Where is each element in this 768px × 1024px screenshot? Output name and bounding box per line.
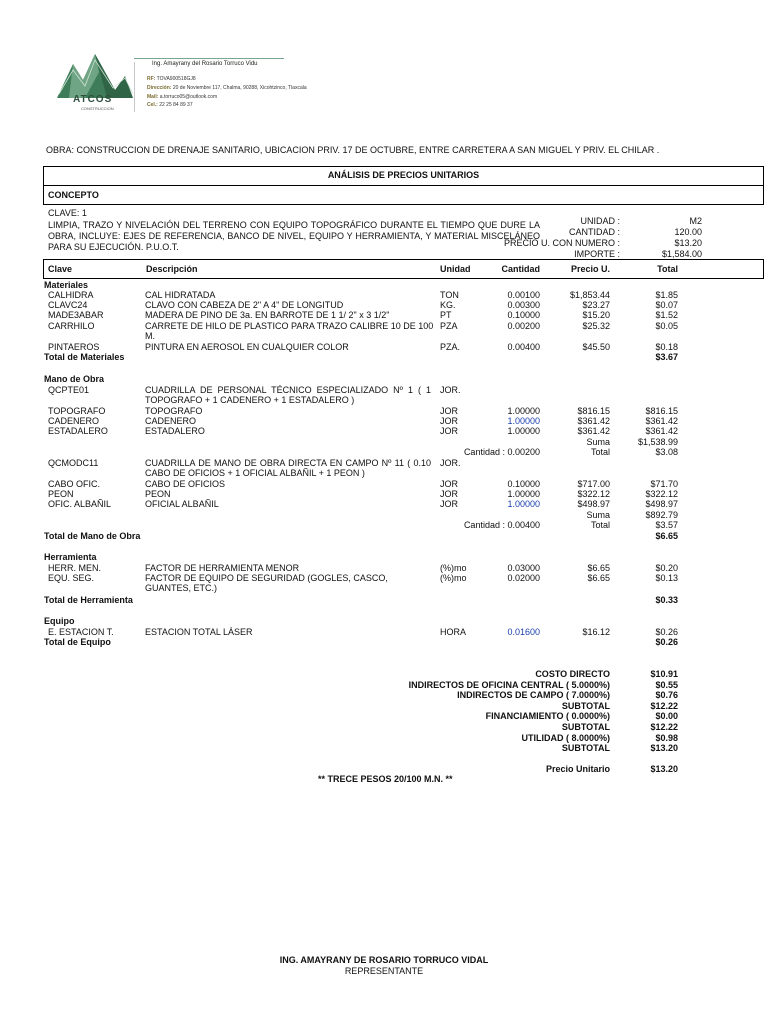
company-subtitle: CONSTRUCCION xyxy=(81,106,114,111)
cell-clave: CABO OFIC. xyxy=(48,479,101,489)
cell-total: $0.20 xyxy=(655,563,678,573)
cell-unidad: PZA. xyxy=(440,342,461,352)
total-herramienta-value: $0.33 xyxy=(655,595,678,605)
mano-c2-unidad: JOR. xyxy=(440,458,461,468)
clave-label: CLAVE: 1 xyxy=(48,208,87,218)
cell-desc: CADENERO xyxy=(145,416,197,426)
cost-label: SUBTOTAL xyxy=(561,743,610,754)
mano-c2-suma: $892.79 xyxy=(645,510,678,520)
cell-desc: PEON xyxy=(145,489,171,499)
cost-label: SUBTOTAL xyxy=(561,700,610,711)
col-total: Total xyxy=(657,264,678,274)
unidad-label: UNIDAD : xyxy=(580,216,620,226)
cell-clave: CLAVC24 xyxy=(48,300,88,310)
cell-unidad: JOR xyxy=(440,499,458,509)
cell-unidad: HORA xyxy=(440,627,467,637)
cell-cantidad: 1.00000 xyxy=(507,489,540,499)
cost-label: COSTO DIRECTO xyxy=(535,669,610,679)
cell-precio: $816.15 xyxy=(577,406,610,416)
importe-label: IMPORTE : xyxy=(574,249,620,259)
col-precio: Precio U. xyxy=(570,264,610,274)
cell-total: $1.85 xyxy=(655,290,678,300)
cell-clave: CALHIDRA xyxy=(48,290,94,300)
cell-cantidad: 0.00300 xyxy=(507,300,540,310)
cell-cantidad: 1.00000 xyxy=(507,499,540,509)
cell-unidad: JOR xyxy=(440,479,458,489)
cell-desc: CABO DE OFICIOS xyxy=(145,479,226,489)
header-line-address: Dirección: 20 de Noviembre 117, Chalma, 90288, Xicohtzinco, Tlaxcala xyxy=(147,85,307,91)
section-herramienta: Herramienta xyxy=(44,552,97,562)
precio-con-numero-value: $13.20 xyxy=(674,238,702,248)
cell-desc: ESTADALERO xyxy=(145,426,205,436)
cell-unidad: TON xyxy=(440,290,459,300)
header-vertical-divider xyxy=(134,62,135,112)
mano-c1-clave: QCPTE01 xyxy=(48,385,90,395)
cell-cantidad: 0.00400 xyxy=(507,342,540,352)
cell-desc: CLAVO CON CABEZA DE 2" A 4" DE LONGITUD xyxy=(145,300,344,310)
mano-c2-total: $3.57 xyxy=(655,520,678,530)
cell-total: $1.52 xyxy=(655,310,678,320)
importe-value: $1,584.00 xyxy=(661,249,702,259)
unidad-value: M2 xyxy=(689,216,702,226)
total-equipo-label: Total de Equipo xyxy=(44,637,111,647)
cell-precio: $361.42 xyxy=(577,426,610,436)
cell-total: $0.26 xyxy=(655,627,678,637)
cell-clave: MADE3ABAR xyxy=(48,310,104,320)
cell-unidad: KG. xyxy=(440,300,456,310)
cost-value: $0.55 xyxy=(655,679,678,690)
cost-label: INDIRECTOS DE CAMPO ( 7.0000%) xyxy=(457,690,610,701)
cell-desc: PINTURA EN AEROSOL EN CUALQUIER COLOR xyxy=(145,342,349,352)
concepto-box xyxy=(43,184,764,205)
cell-precio: $717.00 xyxy=(577,479,610,489)
cost-value: $13.20 xyxy=(650,743,678,754)
cell-precio: $498.97 xyxy=(577,499,610,509)
cell-cantidad: 0.10000 xyxy=(507,479,540,489)
cell-cantidad: 0.00200 xyxy=(507,321,540,331)
cell-clave: EQU. SEG. xyxy=(48,573,95,583)
cell-desc: FACTOR DE EQUIPO DE SEGURIDAD (GOGLES, CASCO, GUANTES, ETC.) xyxy=(145,573,388,593)
cell-unidad: JOR xyxy=(440,426,458,436)
cell-precio: $45.50 xyxy=(582,342,610,352)
cell-clave: ESTADALERO xyxy=(48,426,108,436)
cell-total: $0.05 xyxy=(655,321,678,331)
cell-cantidad: 1.00000 xyxy=(507,426,540,436)
engineer-name: Ing. Amayrany del Rosario Torruco Vidu xyxy=(152,61,258,67)
cell-total: $361.42 xyxy=(645,416,678,426)
precio-con-numero-label: PRECIO U. CON NUMERO : xyxy=(503,238,620,248)
cell-unidad: (%)mo xyxy=(440,573,467,583)
concepto-label: CONCEPTO xyxy=(48,190,99,200)
total-materiales-value: $3.67 xyxy=(655,352,678,362)
cell-total: $322.12 xyxy=(645,489,678,499)
total-mano-label: Total de Mano de Obra xyxy=(44,531,141,541)
col-unidad: Unidad xyxy=(440,264,471,274)
cell-precio: $25.32 xyxy=(582,321,610,331)
precio-unitario-label: Precio Unitario xyxy=(545,764,610,774)
cell-unidad: JOR xyxy=(440,416,458,426)
precio-unitario-value: $13.20 xyxy=(650,764,678,774)
amount-in-words: ** TRECE PESOS 20/100 M.N. ** xyxy=(318,774,453,784)
total-materiales-label: Total de Materiales xyxy=(44,352,125,362)
cell-cantidad: 0.02000 xyxy=(507,573,540,583)
header-line-mail: Mail: a.torruco05@outlook.com xyxy=(147,94,218,100)
cell-unidad: PT xyxy=(440,310,452,320)
signature-role: REPRESENTANTE xyxy=(344,966,424,976)
cell-precio: $23.27 xyxy=(582,300,610,310)
cell-desc: MADERA DE PINO DE 3a. EN BARROTE DE 1 1/ 2" x 3 1/2" xyxy=(145,310,390,320)
company-name: ATCOS xyxy=(73,94,113,105)
header-line-phone: Cel.: 22 25 84 89 37 xyxy=(147,102,193,108)
cost-label: INDIRECTOS DE OFICINA CENTRAL ( 5.0000%) xyxy=(408,679,610,690)
cost-label: UTILIDAD ( 8.0000%) xyxy=(521,732,610,743)
cell-cantidad: 0.00100 xyxy=(507,290,540,300)
concept-description: LIMPIA, TRAZO Y NIVELACIÓN DEL TERRENO CON EQUIPO TOPOGRÁFICO DURANTE EL TIEMPO QUE DURE LA OBRA, INCLUYE: EJES DE REFERENCIA, BANCO DE NIVEL, EQUIPO Y HERRAMIENTA, Y MATERIAL MISCELÁNEO PARA SU EJECUCIÓN. P.U.O.T. xyxy=(48,220,540,252)
cell-cantidad: 0.10000 xyxy=(507,310,540,320)
mano-c1-suma-label: Suma xyxy=(586,437,610,447)
cell-total: $361.42 xyxy=(645,426,678,436)
cell-unidad: (%)mo xyxy=(440,563,467,573)
total-equipo-value: $0.26 xyxy=(655,637,678,647)
cell-clave: HERR. MEN. xyxy=(48,563,102,573)
mano-c1-unidad: JOR. xyxy=(440,385,461,395)
cost-value: $0.00 xyxy=(655,711,678,722)
total-herramienta-label: Total de Herramienta xyxy=(44,595,133,605)
col-cantidad: Cantidad xyxy=(501,264,540,274)
cell-cantidad: 0.03000 xyxy=(507,563,540,573)
cell-precio: $361.42 xyxy=(577,416,610,426)
cost-value: $12.22 xyxy=(650,722,678,732)
cell-unidad: JOR xyxy=(440,406,458,416)
cell-desc: CARRETE DE HILO DE PLASTICO PARA TRAZO CALIBRE 10 DE 100 M. xyxy=(145,321,434,341)
cell-precio: $15.20 xyxy=(582,310,610,320)
mano-c2-total-label: Total xyxy=(590,520,610,530)
cell-desc: FACTOR DE HERRAMIENTA MENOR xyxy=(145,563,300,573)
cost-label: SUBTOTAL xyxy=(561,722,610,732)
cost-value: $0.98 xyxy=(655,732,678,743)
cell-clave: E. ESTACION T. xyxy=(48,627,114,637)
cost-label: FINANCIAMIENTO ( 0.0000%) xyxy=(485,711,610,722)
cell-precio: $6.65 xyxy=(587,573,610,583)
cell-clave: PEON xyxy=(48,489,74,499)
cell-total: $71.70 xyxy=(650,479,678,489)
cell-desc: OFICIAL ALBAÑIL xyxy=(145,499,219,509)
cost-value: $12.22 xyxy=(650,700,678,711)
cell-clave: TOPOGRAFO xyxy=(48,406,106,416)
total-mano-value: $6.65 xyxy=(655,531,678,541)
page-title: ANÁLISIS DE PRECIOS UNITARIOS xyxy=(327,170,480,180)
header-divider xyxy=(134,58,284,59)
mano-c1-cantidad: Cantidad : 0.00200 xyxy=(463,447,540,457)
mano-c1-suma: $1,538.99 xyxy=(637,437,678,447)
cantidad-value: 120.00 xyxy=(674,227,702,237)
mano-c2-desc: CUADRILLA DE MANO DE OBRA DIRECTA EN CAMPO Nº 11 ( 0.10 CABO DE OFICIOS + 1 OFICIAL ALBAÑIL + 1 PEON ) xyxy=(145,458,431,478)
cell-desc: TOPOGRAFO xyxy=(145,406,203,416)
cell-cantidad: 0.01600 xyxy=(507,627,540,637)
cell-unidad: JOR xyxy=(440,489,458,499)
cell-unidad: PZA xyxy=(440,321,458,331)
cell-clave: CARRHILO xyxy=(48,321,95,331)
cell-total: $498.97 xyxy=(645,499,678,509)
cell-cantidad: 1.00000 xyxy=(507,406,540,416)
obra-description: OBRA: CONSTRUCCION DE DRENAJE SANITARIO, UBICACION PRIV. 17 DE OCTUBRE, ENTRE CARRETERA A SAN MIGUEL Y PRIV. EL CHILAR . xyxy=(46,145,660,155)
section-materiales: Materiales xyxy=(44,280,89,290)
cell-precio: $322.12 xyxy=(577,489,610,499)
cell-total: $0.07 xyxy=(655,300,678,310)
header-line-rfc: RF: TOVA900518GJ8 xyxy=(147,76,196,82)
cell-precio: $16.12 xyxy=(582,627,610,637)
cell-cantidad: 1.00000 xyxy=(507,416,540,426)
mano-c1-total-label: Total xyxy=(590,447,610,457)
mano-c2-clave: QCMODC11 xyxy=(48,458,99,468)
cell-desc: CAL HIDRATADA xyxy=(145,290,216,300)
col-clave: Clave xyxy=(48,264,73,274)
cell-clave: CADENERO xyxy=(48,416,100,426)
cell-precio: $6.65 xyxy=(587,563,610,573)
cell-precio: $1,853.44 xyxy=(569,290,610,300)
cell-total: $0.13 xyxy=(655,573,678,583)
cantidad-label: CANTIDAD : xyxy=(568,227,620,237)
mano-c1-desc: CUADRILLA DE PERSONAL TÉCNICO ESPECIALIZADO Nº 1 ( 1 TOPOGRAFO + 1 CADENERO + 1 ESTADALERO ) xyxy=(145,385,431,405)
signature-name: ING. AMAYRANY DE ROSARIO TORRUCO VIDAL xyxy=(279,955,489,965)
cell-clave: PINTAEROS xyxy=(48,342,100,352)
mano-c2-cantidad: Cantidad : 0.00400 xyxy=(463,520,540,530)
cell-total: $816.15 xyxy=(645,406,678,416)
cell-total: $0.18 xyxy=(655,342,678,352)
mano-c2-suma-label: Suma xyxy=(586,510,610,520)
cost-value: $0.76 xyxy=(655,690,678,701)
cell-desc: ESTACION TOTAL LÁSER xyxy=(145,627,253,637)
cost-value: $10.91 xyxy=(650,669,678,679)
mano-c1-total: $3.08 xyxy=(655,447,678,457)
cell-clave: OFIC. ALBAÑIL xyxy=(48,499,112,509)
col-descripcion: Descripción xyxy=(146,264,198,274)
section-mano-de-obra: Mano de Obra xyxy=(44,374,105,384)
section-equipo: Equipo xyxy=(44,616,75,626)
